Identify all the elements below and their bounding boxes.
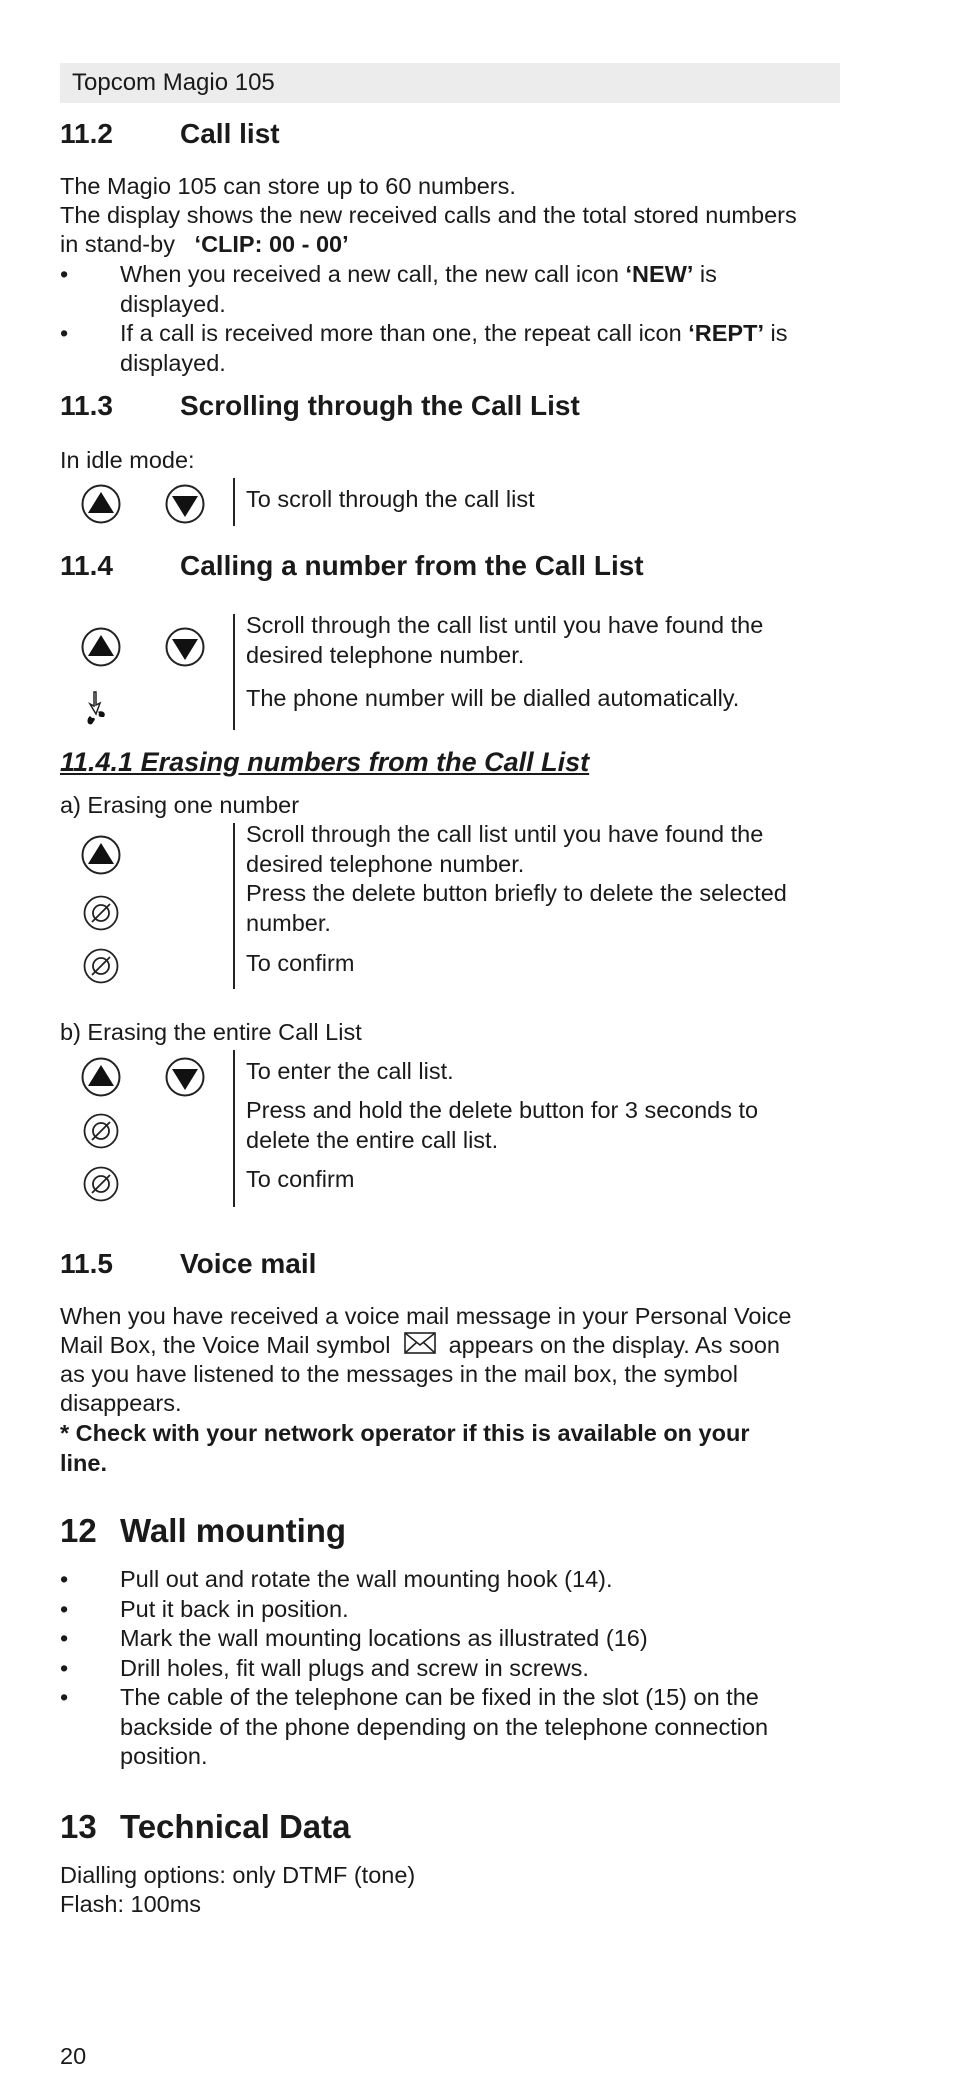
text-run: backside of the phone depending on the telephone connection — [120, 1713, 769, 1740]
section-number: 11.2 — [60, 118, 113, 149]
page-header: Topcom Magio 105 — [60, 63, 840, 103]
text-run: is — [763, 320, 788, 346]
section-11-4-heading — [60, 550, 644, 582]
delete-icon — [83, 948, 119, 984]
text-run: Scroll through the call list until you have found the — [246, 612, 764, 638]
instruction-text — [246, 1096, 846, 1155]
envelope-icon — [404, 1331, 436, 1363]
delete-icon — [83, 1166, 119, 1202]
section-12-heading — [60, 1512, 346, 1550]
bullet-item: • Drill holes, fit wall plugs and screw in screws. — [60, 1654, 850, 1684]
delete-icon — [83, 895, 119, 931]
section-11-5-heading — [60, 1248, 316, 1280]
text-run: number. — [246, 909, 331, 936]
instruction-text: To enter the call list. — [246, 1058, 454, 1084]
instruction-text: The phone number will be dialled automatically. — [246, 685, 740, 711]
text-run: delete the entire call list. — [246, 1126, 499, 1153]
paragraph-line: a) Erasing one number — [60, 792, 300, 818]
text-run: * Check with your network operator if this is available on your — [60, 1420, 750, 1446]
instruction-text: To confirm — [246, 950, 355, 976]
section-title: Scrolling through the Call List — [180, 390, 580, 421]
down-arrow-icon — [165, 627, 205, 667]
up-arrow-icon — [81, 484, 121, 524]
note-text — [60, 1419, 850, 1478]
instruction-text: To confirm — [246, 1166, 355, 1192]
bullet-item: • Pull out and rotate the wall mounting hook (14). — [60, 1565, 850, 1595]
section-title: Technical Data — [120, 1808, 351, 1845]
bullet-text: Drill holes, fit wall plugs and screw in screws. — [120, 1655, 589, 1681]
text-run: Mail Box, the Voice Mail symbol — [60, 1332, 391, 1358]
text-run: Press the delete button briefly to delete the selected — [246, 880, 787, 906]
paragraph-line: disappears. — [60, 1390, 182, 1416]
talk-key-icon — [84, 688, 110, 728]
section-number: 12 — [60, 1512, 97, 1549]
paragraph-line — [60, 1331, 850, 1363]
paragraph-line: as you have listened to the messages in the mail box, the symbol — [60, 1361, 738, 1387]
page-number: 20 — [60, 2043, 87, 2069]
bullet-item: • When you received a new call, the new call icon ‘NEW’ is displayed. — [60, 261, 717, 317]
clip-display-text: ‘CLIP: 00 - 00’ — [194, 231, 349, 257]
paragraph-line — [60, 230, 850, 260]
paragraph-line: When you have received a voice mail message in your Personal Voice — [60, 1303, 792, 1329]
section-number: 13 — [60, 1808, 97, 1845]
new-icon-label: ‘NEW’ — [625, 261, 694, 287]
text-run: Press and hold the delete button for 3 seconds to — [246, 1097, 759, 1123]
bullet-text: Mark the wall mounting locations as illustrated (16) — [120, 1625, 648, 1651]
section-11-3-heading — [60, 390, 580, 422]
paragraph-line: The display shows the new received calls and the total stored numbers — [60, 202, 797, 228]
section-11-2-heading — [60, 118, 280, 150]
paragraph-line: The Magio 105 can store up to 60 numbers. — [60, 173, 516, 199]
down-arrow-icon — [165, 1057, 205, 1097]
text-run: Scroll through the call list until you have found the — [246, 821, 764, 847]
text-run: position. — [120, 1743, 208, 1769]
section-number: 11.3 — [60, 390, 113, 421]
up-arrow-icon — [81, 1057, 121, 1097]
text-run: displayed. — [120, 349, 226, 376]
bullet-item: • The cable of the telephone can be fixed in the slot (15) on the backside of the phone depending on the telephone connection position. — [60, 1683, 850, 1772]
rept-icon-label: ‘REPT’ — [688, 320, 764, 346]
up-arrow-icon — [81, 627, 121, 667]
divider — [233, 614, 235, 730]
text-run: is — [693, 261, 717, 287]
bullet-item: • If a call is received more than one, the repeat call icon ‘REPT’ is displayed. — [60, 320, 788, 376]
paragraph-line: Flash: 100ms — [60, 1891, 202, 1917]
instruction-text: To scroll through the call list — [246, 486, 535, 512]
instruction-text — [246, 820, 846, 879]
text-run: desired telephone number. — [246, 850, 525, 877]
subsection-11-4-1-heading: 11.4.1 Erasing numbers from the Call List — [60, 747, 590, 777]
instruction-text — [246, 611, 846, 670]
text-run: appears on the display. As soon — [448, 1332, 780, 1358]
section-title: Wall mounting — [120, 1512, 347, 1549]
section-title: Call list — [180, 118, 280, 149]
up-arrow-icon — [81, 835, 121, 875]
divider — [233, 1050, 235, 1207]
text-run: If a call is received more than one, the repeat call icon — [120, 320, 689, 346]
paragraph-line: b) Erasing the entire Call List — [60, 1019, 362, 1045]
text-run: When you received a new call, the new call icon — [120, 261, 626, 287]
delete-icon — [83, 1113, 119, 1149]
section-13-heading — [60, 1808, 350, 1846]
text-run: The cable of the telephone can be fixed in the slot (15) on the — [120, 1684, 759, 1710]
bullet-item: • Put it back in position. — [60, 1595, 850, 1625]
down-arrow-icon — [165, 484, 205, 524]
bullet-item: • Mark the wall mounting locations as illustrated (16) — [60, 1624, 850, 1654]
bullet-text: Pull out and rotate the wall mounting hook (14). — [120, 1566, 613, 1592]
paragraph-line: Dialling options: only DTMF (tone) — [60, 1862, 416, 1888]
section-number: 11.4 — [60, 550, 113, 581]
section-number: 11.5 — [60, 1248, 113, 1279]
bullet-text: Put it back in position. — [120, 1596, 349, 1622]
text-run: in stand-by — [60, 231, 175, 257]
text-run: line. — [60, 1449, 108, 1476]
text-run: desired telephone number. — [246, 641, 525, 668]
bullet-text — [120, 1683, 850, 1772]
text-run: displayed. — [120, 290, 226, 317]
section-title: Voice mail — [180, 1248, 317, 1279]
instruction-text — [246, 879, 846, 938]
paragraph-line: In idle mode: — [60, 447, 195, 473]
divider — [233, 823, 235, 989]
divider — [233, 478, 235, 526]
section-title: Calling a number from the Call List — [180, 550, 644, 581]
